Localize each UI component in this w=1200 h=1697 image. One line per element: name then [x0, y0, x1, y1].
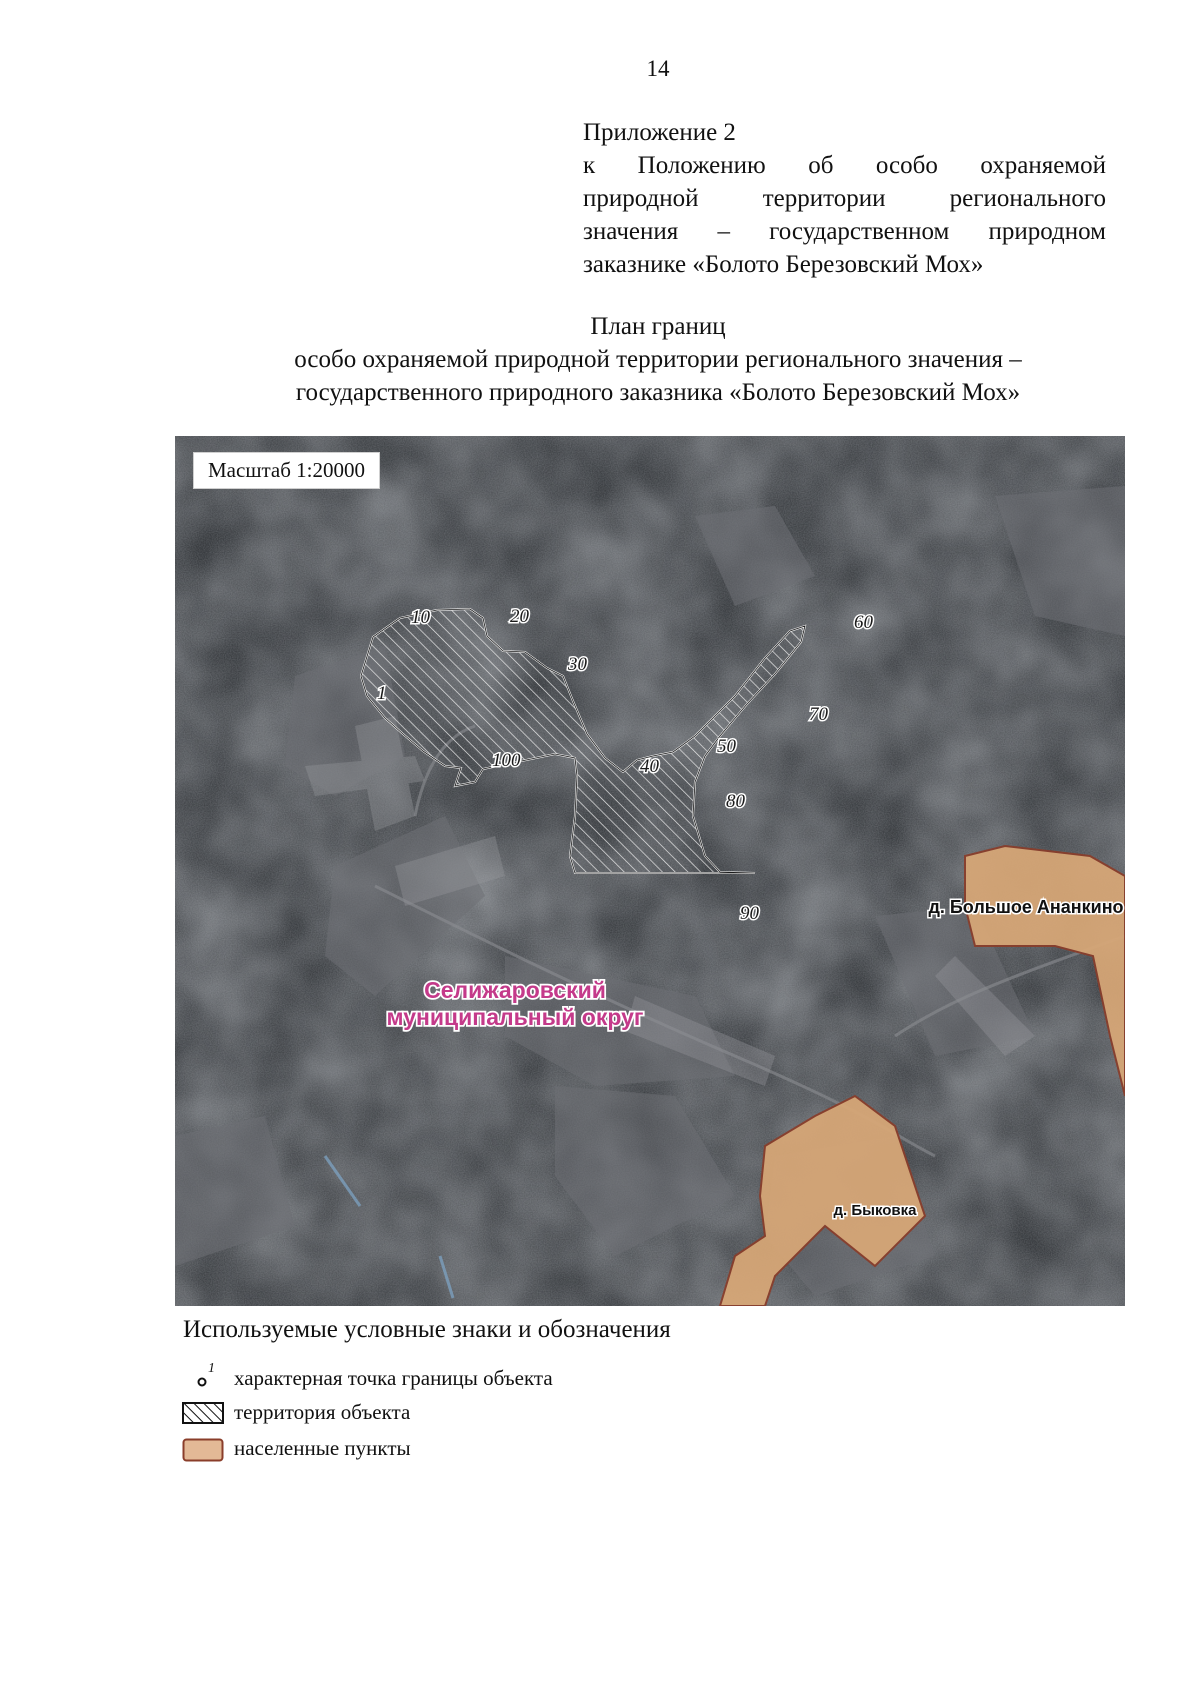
appendix-line: значения – государственном природном [583, 218, 1106, 245]
boundary-point-icon [182, 1361, 224, 1390]
legend-label-point: характерная точка границы объекта [234, 1366, 553, 1390]
point-label-40: 40 [640, 756, 659, 777]
appendix-line: к Положению об особо охраняемой [583, 152, 1106, 179]
village-label-bykovka: д. Быковка [833, 1202, 917, 1219]
scale-label: Масштаб 1:20000 [193, 452, 380, 489]
legend-item-settlement [182, 1436, 411, 1461]
legend-label-settlement: населенные пункты [234, 1436, 411, 1460]
legend-label-territory: территория объекта [234, 1400, 411, 1424]
point-label-60: 60 [854, 612, 873, 633]
point-label-30: 30 [568, 654, 587, 675]
hatch-swatch-icon [182, 1402, 224, 1424]
appendix-line: природной территории регионального [583, 185, 1106, 212]
village-label-bolshoe-anankino: д. Большое Ананкино [928, 897, 1124, 917]
point-label-90: 90 [740, 903, 759, 924]
boundary-map [175, 436, 1125, 1306]
plan-title-line: План границ [590, 313, 726, 340]
point-label-80: 80 [726, 791, 745, 812]
appendix-title: Приложение 2 [583, 119, 736, 146]
point-label-10: 10 [411, 607, 430, 628]
appendix-header [583, 116, 1106, 281]
plan-title [0, 310, 1200, 409]
point-label-100: 100 [492, 750, 521, 771]
point-label-50: 50 [717, 736, 736, 757]
point-label-20: 20 [510, 606, 529, 627]
legend-title: Используемые условные знаки и обозначения [183, 1316, 671, 1343]
legend-point-sample: 1 [208, 1361, 215, 1376]
satellite-map [175, 436, 1125, 1306]
point-label-1: 1 [377, 683, 387, 704]
municipal-label-line2: муниципальный округ [386, 1004, 644, 1030]
legend-item-point [182, 1361, 553, 1391]
appendix-line: заказнике «Болото Березовский Мох» [583, 251, 984, 278]
plan-title-line: особо охраняемой природной территории регионального значения – [294, 346, 1022, 373]
page-number: 14 [646, 56, 670, 81]
municipal-label-line1: Селижаровский [424, 977, 606, 1003]
plan-title-line: государственного природного заказника «Болото Березовский Мох» [295, 379, 1021, 406]
legend-item-territory [182, 1400, 410, 1425]
point-label-70: 70 [809, 704, 828, 725]
settlement-swatch-icon [182, 1438, 224, 1460]
